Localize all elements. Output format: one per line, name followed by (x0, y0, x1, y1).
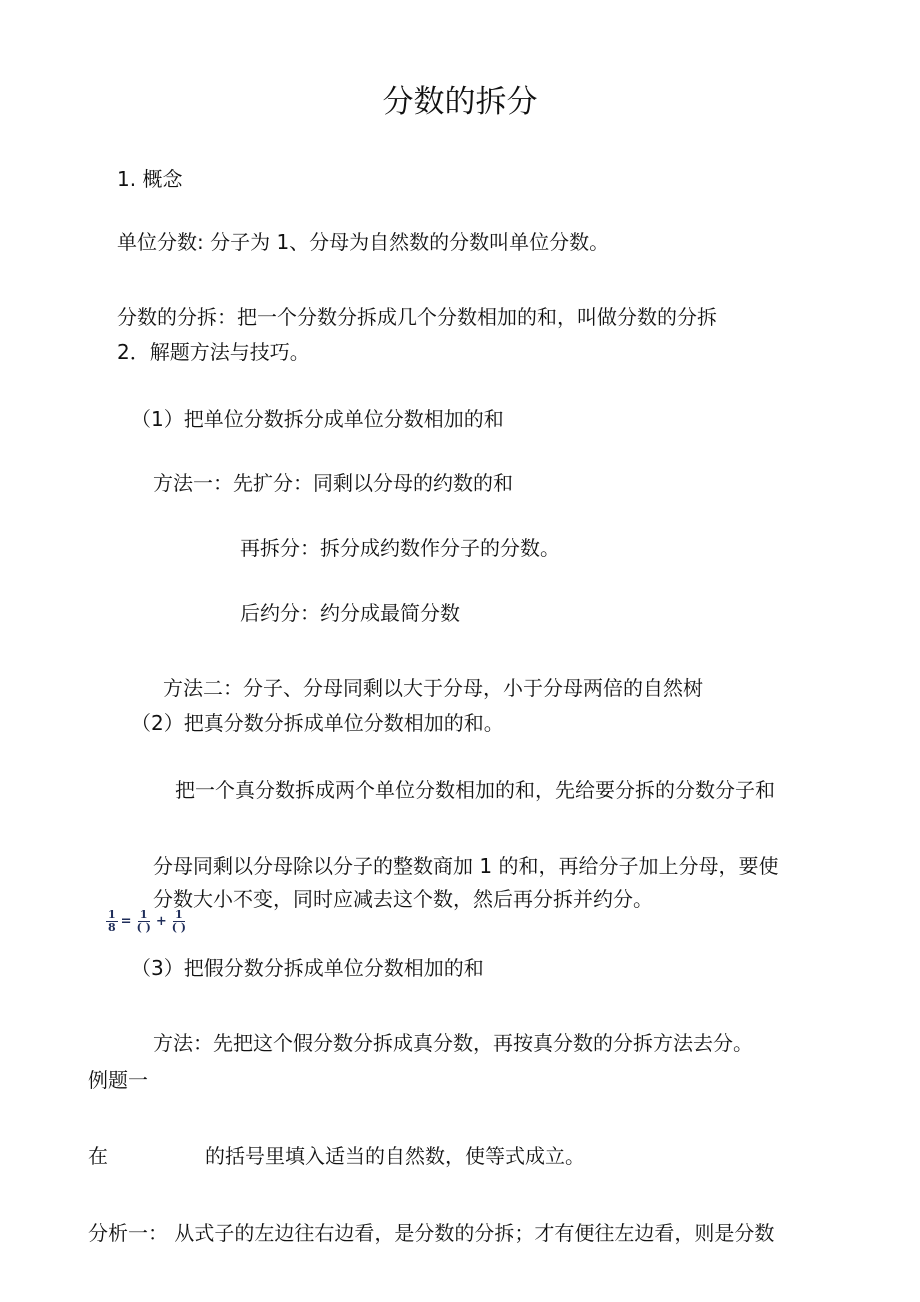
part-3-heading: （3）把假分数分拆成单位分数相加的和 (131, 956, 484, 980)
part-1-heading: （1）把单位分数拆分成单位分数相加的和 (131, 407, 504, 431)
section-1-heading: 1. 概念 (117, 167, 183, 191)
example-prompt-start: 在 (88, 1144, 108, 1168)
analysis-text: 分析一： 从式子的左边往右边看，是分数的分拆；才有便往左边看，则是分数 (88, 1221, 775, 1245)
part-2-heading: （2）把真分数分拆成单位分数相加的和。 (131, 711, 504, 735)
fraction-numerator: 1 (175, 908, 183, 921)
part-2-line-3: 分数大小不变，同时应减去这个数，然后再分拆并约分。 (153, 887, 653, 911)
fraction-denominator-blank: ( ) (136, 921, 151, 934)
fraction-term-2 (170, 909, 188, 934)
example-prompt-rest: 的括号里填入适当的自然数，使等式成立。 (205, 1144, 585, 1168)
unit-fraction-definition: 单位分数: 分子为 1、分母为自然数的分数叫单位分数。 (117, 230, 610, 254)
method-1-line-1: 方法一：先扩分：同剩以分母的约数的和 (153, 471, 513, 495)
section-2-heading: 2．解题方法与技巧。 (117, 340, 310, 364)
fraction-term-1 (135, 909, 153, 934)
fraction-numerator: 1 (139, 908, 148, 921)
method-2-text: 方法二：分子、分母同剩以大于分母，小于分母两倍的自然树 (163, 676, 703, 700)
equals-sign: = (120, 914, 132, 929)
example-heading: 例题一 (88, 1068, 148, 1092)
method-1-line-3: 后约分：约分成最简分数 (240, 601, 460, 625)
fraction-formula-image (106, 909, 188, 934)
part-2-line-2: 分母同剩以分母除以分子的整数商加 1 的和，再给分子加上分母，要使 (153, 854, 779, 878)
fraction-one-eighth (106, 909, 118, 934)
fraction-split-definition: 分数的分拆：把一个分数分拆成几个分数相加的和，叫做分数的分拆 (117, 305, 717, 329)
fraction-denominator: 8 (108, 921, 116, 934)
fraction-numerator: 1 (108, 908, 116, 921)
plus-sign: + (155, 914, 167, 929)
part-3-method: 方法：先把这个假分数分拆成真分数，再按真分数的分拆方法去分。 (153, 1031, 753, 1055)
page-title: 分数的拆分 (382, 84, 538, 120)
method-1-line-2: 再拆分：拆分成约数作分子的分数。 (240, 536, 560, 560)
part-2-line-1: 把一个真分数拆成两个单位分数相加的和，先给要分拆的分数分子和 (175, 778, 775, 802)
fraction-denominator-blank: ( ) (171, 921, 186, 934)
